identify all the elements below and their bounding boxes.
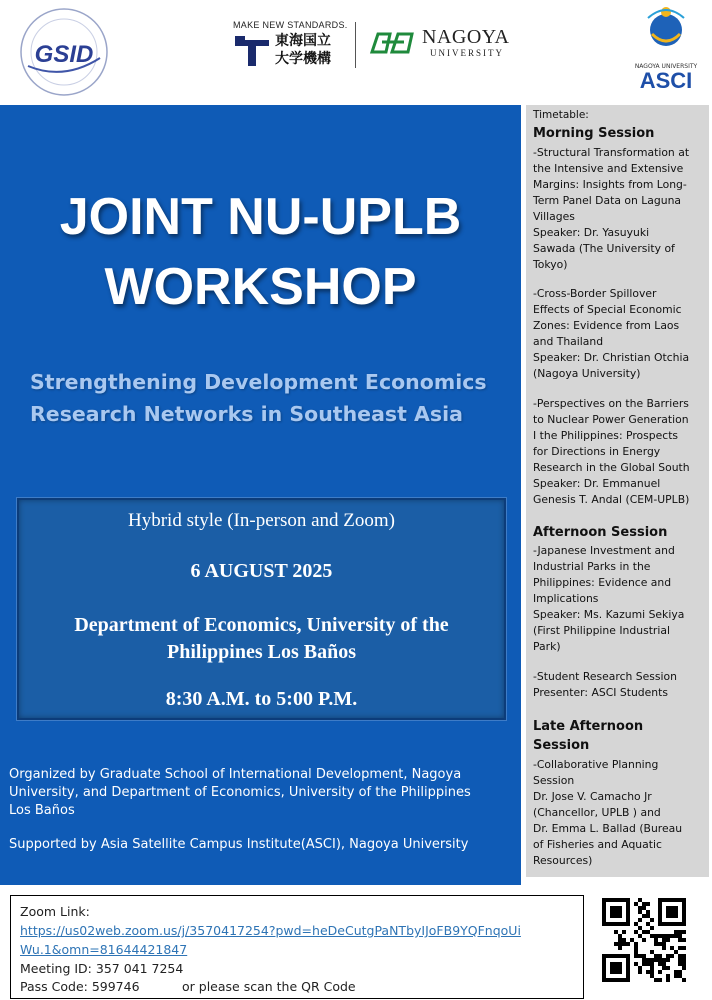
asci-name-text: ASCI xyxy=(639,68,693,93)
talk-line: to Nuclear Power Generation xyxy=(533,413,689,426)
talk-line: Implications xyxy=(533,592,599,605)
event-date: 6 AUGUST 2025 xyxy=(190,560,333,582)
tokai-kanji-line1: 東海国立 xyxy=(275,33,331,49)
nagoya-emblem-icon xyxy=(368,30,416,56)
qr-module xyxy=(638,910,642,914)
organized-line: Organized by Graduate School of International Development, Nagoya xyxy=(9,767,462,782)
qr-module xyxy=(650,950,654,954)
qr-module xyxy=(658,954,662,958)
venue-line2: Philippines Los Baños xyxy=(167,641,356,663)
venue-line1: Department of Economics, University of the xyxy=(74,614,449,636)
qr-module xyxy=(646,958,650,962)
zoom-info-box xyxy=(10,895,584,999)
morning-talk-2 xyxy=(533,286,705,382)
qr-module xyxy=(642,958,646,962)
qr-module xyxy=(674,970,678,974)
late-title-line: Late Afternoon xyxy=(533,719,644,734)
qr-module xyxy=(678,970,682,974)
qr-finder xyxy=(610,962,622,974)
logo-divider xyxy=(355,22,356,68)
talk-line: Speaker: Dr. Yasuyuki xyxy=(533,226,650,239)
qr-module xyxy=(618,942,622,946)
supported-by: Supported by Asia Satellite Campus Institute(ASCI), Nagoya University xyxy=(9,837,469,852)
talk-line: Speaker: Ms. Kazumi Sekiya xyxy=(533,608,685,621)
talk-line: Session xyxy=(533,774,575,787)
qr-module xyxy=(642,902,646,906)
talk-line: Presenter: ASCI Students xyxy=(533,686,668,699)
qr-module xyxy=(662,966,666,970)
event-info-box xyxy=(17,498,506,720)
make-new-standards-tagline: MAKE NEW STANDARDS. xyxy=(233,20,348,30)
qr-module xyxy=(638,898,642,902)
qr-module xyxy=(642,906,646,910)
qr-module xyxy=(634,930,638,934)
qr-module xyxy=(638,906,642,910)
event-venue xyxy=(19,612,504,666)
qr-module xyxy=(682,930,686,934)
nagoya-name: NAGOYA xyxy=(422,26,510,48)
qr-module xyxy=(634,954,638,958)
scan-note: or please scan the QR Code xyxy=(182,979,356,994)
talk-line: of Fisheries and Aquatic xyxy=(533,838,662,851)
qr-module xyxy=(626,942,630,946)
organized-line: Los Baños xyxy=(9,803,75,818)
qr-module xyxy=(666,954,670,958)
qr-module xyxy=(666,978,670,982)
talk-line: -Collaborative Planning xyxy=(533,758,659,771)
qr-module xyxy=(622,942,626,946)
meeting-id: Meeting ID: 357 041 7254 xyxy=(20,961,184,976)
talk-line: Sawada (The University of xyxy=(533,242,675,255)
talk-line: -Japanese Investment and xyxy=(533,544,675,557)
talk-line: Research in the Global South xyxy=(533,461,690,474)
qr-module xyxy=(638,934,642,938)
qr-module xyxy=(650,958,654,962)
qr-module xyxy=(642,938,646,942)
talk-line: for Directions in Energy xyxy=(533,445,661,458)
qr-module xyxy=(634,950,638,954)
gsid-logo-text: GSID xyxy=(34,41,94,68)
afternoon-session-title: Afternoon Session xyxy=(533,525,668,540)
qr-module xyxy=(662,962,666,966)
qr-module xyxy=(678,938,682,942)
qr-module xyxy=(622,938,626,942)
qr-module xyxy=(634,902,638,906)
qr-module xyxy=(650,962,654,966)
late-title-line: Session xyxy=(533,738,590,753)
qr-module xyxy=(634,942,638,946)
qr-module xyxy=(670,946,674,950)
zoom-link-line2[interactable]: Wu.1&omn=81644421847 xyxy=(20,942,188,957)
qr-module xyxy=(654,938,658,942)
talk-line: I the Philippines: Prospects xyxy=(533,429,679,442)
qr-module xyxy=(614,930,618,934)
qr-module xyxy=(614,942,618,946)
qr-code[interactable] xyxy=(602,898,686,982)
talk-line: Speaker: Dr. Christian Otchia xyxy=(533,351,690,364)
qr-module xyxy=(654,958,658,962)
qr-module xyxy=(634,922,638,926)
talk-line: Dr. Jose V. Camacho Jr xyxy=(533,790,652,803)
tokai-national-higher-education-logo xyxy=(233,20,353,72)
qr-module xyxy=(650,934,654,938)
talk-line: and Thailand xyxy=(533,335,604,348)
qr-module xyxy=(646,970,650,974)
qr-module xyxy=(662,938,666,942)
zoom-label: Zoom Link: xyxy=(20,904,90,919)
qr-finder xyxy=(666,906,678,918)
qr-module xyxy=(670,954,674,958)
qr-module xyxy=(682,938,686,942)
qr-module xyxy=(678,958,682,962)
talk-line: (First Philippine Industrial xyxy=(533,624,670,637)
talk-line: the Intensive and Extensive xyxy=(533,162,684,175)
qr-module xyxy=(638,926,642,930)
qr-module xyxy=(642,954,646,958)
qr-module xyxy=(678,934,682,938)
qr-module xyxy=(674,950,678,954)
qr-module xyxy=(658,978,662,982)
talk-line: -Perspectives on the Barriers xyxy=(533,397,689,410)
qr-module xyxy=(666,974,670,978)
qr-module xyxy=(666,934,670,938)
qr-module xyxy=(650,974,654,978)
zoom-link-line1[interactable]: https://us02web.zoom.us/j/3570417254?pwd=heDeCutgPaNTbyIJoFB9YQFnqoUi xyxy=(20,923,521,938)
qr-module xyxy=(646,962,650,966)
qr-module xyxy=(642,930,646,934)
nagoya-university-logo xyxy=(362,24,512,64)
qr-module xyxy=(646,910,650,914)
tokai-kanji-line2: 大学機構 xyxy=(275,51,331,67)
talk-line: -Student Research Session xyxy=(533,670,677,683)
talk-line: Villages xyxy=(533,210,575,223)
qr-module xyxy=(622,930,626,934)
qr-module xyxy=(670,934,674,938)
morning-talk-3 xyxy=(533,396,705,508)
qr-module xyxy=(678,974,682,978)
qr-module xyxy=(650,966,654,970)
talk-line: Genesis T. Andal (CEM-UPLB) xyxy=(533,493,690,506)
qr-module xyxy=(642,914,646,918)
qr-module xyxy=(638,966,642,970)
talk-line: -Cross-Border Spillover xyxy=(533,287,657,300)
qr-module xyxy=(638,954,642,958)
qr-module xyxy=(654,942,658,946)
late-afternoon-talk xyxy=(533,757,705,869)
qr-module xyxy=(630,938,634,942)
workshop-title xyxy=(0,182,521,322)
title-line2: WORKSHOP xyxy=(104,258,417,316)
qr-module xyxy=(646,930,650,934)
qr-module xyxy=(646,914,650,918)
qr-module xyxy=(662,958,666,962)
subtitle-line2: Research Networks in Southeast Asia xyxy=(30,402,463,426)
qr-module xyxy=(658,970,662,974)
qr-module xyxy=(682,966,686,970)
talk-line: Dr. Emma L. Ballad (Bureau xyxy=(533,822,683,835)
qr-module xyxy=(646,902,650,906)
qr-module xyxy=(638,970,642,974)
gsid-logo xyxy=(14,6,114,98)
qr-module xyxy=(674,934,678,938)
qr-module xyxy=(650,918,654,922)
qr-module xyxy=(682,962,686,966)
qr-module xyxy=(658,942,662,946)
qr-module xyxy=(646,922,650,926)
talk-line: Industrial Parks in the xyxy=(533,560,651,573)
talk-line: Margins: Insights from Long- xyxy=(533,178,687,191)
qr-module xyxy=(666,958,670,962)
talk-line: Effects of Special Economic xyxy=(533,303,682,316)
qr-module xyxy=(650,970,654,974)
qr-module xyxy=(678,930,682,934)
qr-module xyxy=(658,958,662,962)
afternoon-talk-1 xyxy=(533,543,705,655)
qr-module xyxy=(658,934,662,938)
talk-line: (Chancellor, UPLB ) and xyxy=(533,806,661,819)
qr-module xyxy=(666,966,670,970)
qr-module xyxy=(682,958,686,962)
pass-code: Pass Code: 599746 xyxy=(20,979,140,994)
talk-line: -Structural Transformation at xyxy=(533,146,690,159)
qr-finder xyxy=(610,906,622,918)
qr-module xyxy=(678,954,682,958)
qr-module xyxy=(634,946,638,950)
qr-module xyxy=(666,938,670,942)
qr-module xyxy=(618,946,622,950)
talk-line: Tokyo) xyxy=(533,258,568,271)
qr-module xyxy=(634,962,638,966)
tokai-mark-icon xyxy=(233,34,271,68)
qr-module xyxy=(674,930,678,934)
nagoya-subtitle: UNIVERSITY xyxy=(430,48,504,58)
event-time: 8:30 A.M. to 5:00 P.M. xyxy=(165,688,358,710)
workshop-subtitle xyxy=(30,366,510,430)
qr-module xyxy=(678,946,682,950)
morning-talk-1 xyxy=(533,145,705,273)
late-afternoon-session-title xyxy=(533,717,705,755)
talk-line: Speaker: Dr. Emmanuel xyxy=(533,477,661,490)
afternoon-talk-2 xyxy=(533,669,705,701)
qr-module xyxy=(678,962,682,966)
timetable-label: Timetable: xyxy=(533,109,589,121)
qr-module xyxy=(654,934,658,938)
hybrid-format: Hybrid style (In-person and Zoom) xyxy=(128,510,395,531)
qr-module xyxy=(650,926,654,930)
qr-module xyxy=(682,954,686,958)
asci-logo xyxy=(626,4,706,98)
qr-module xyxy=(618,938,622,942)
asci-top-text: NAGOYA UNIVERSITY xyxy=(634,63,698,70)
organized-line: University, and Department of Economics, University of the Philippines xyxy=(9,785,471,800)
organized-by xyxy=(9,766,509,820)
talk-line: Term Panel Data on Laguna xyxy=(533,194,682,207)
qr-module xyxy=(662,934,666,938)
qr-module xyxy=(638,918,642,922)
subtitle-line1: Strengthening Development Economics xyxy=(30,370,487,394)
qr-module xyxy=(642,962,646,966)
qr-module xyxy=(662,946,666,950)
qr-module xyxy=(658,962,662,966)
talk-line: Park) xyxy=(533,640,561,653)
qr-module xyxy=(662,942,666,946)
qr-module xyxy=(618,934,622,938)
qr-module xyxy=(682,978,686,982)
title-line1: JOINT NU-UPLB xyxy=(59,188,462,246)
talk-line: Resources) xyxy=(533,854,593,867)
talk-line: Zones: Evidence from Laos xyxy=(533,319,680,332)
qr-module xyxy=(682,946,686,950)
talk-line: (Nagoya University) xyxy=(533,367,641,380)
talk-line: Philippines: Evidence and xyxy=(533,576,672,589)
morning-session-title: Morning Session xyxy=(533,126,655,141)
qr-module xyxy=(674,974,678,978)
qr-module xyxy=(654,954,658,958)
qr-module xyxy=(654,978,658,982)
